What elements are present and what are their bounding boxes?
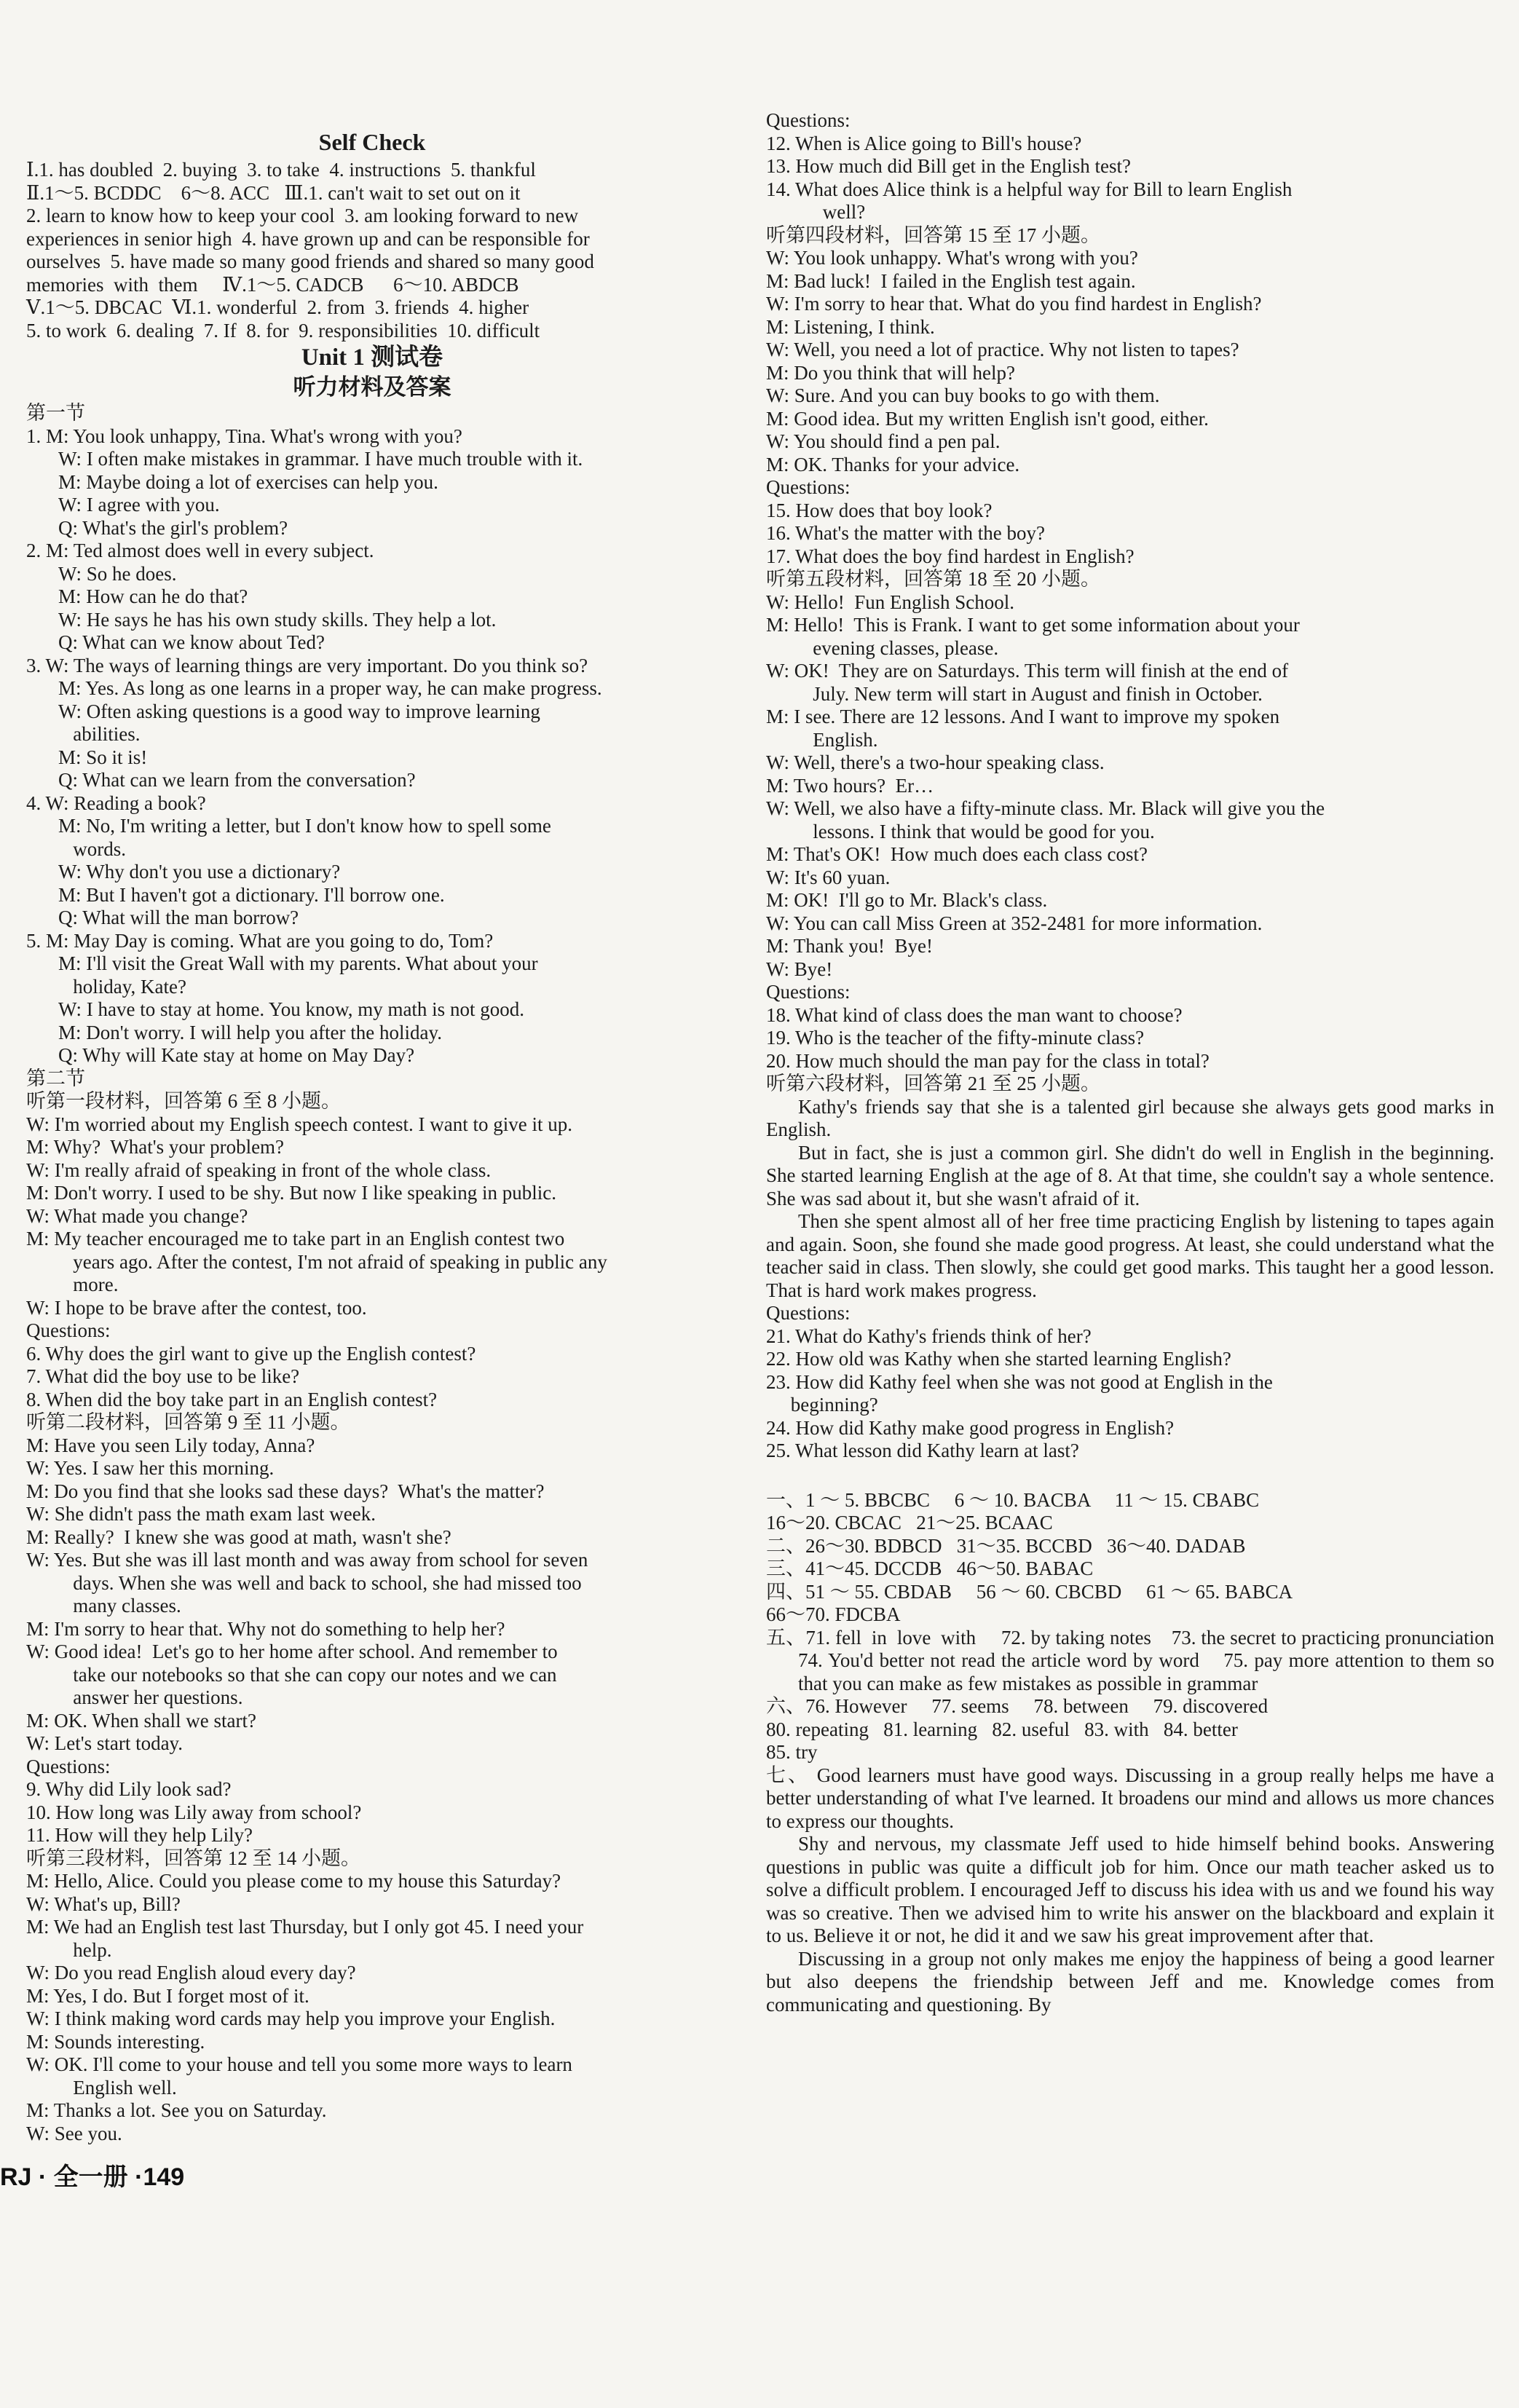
script-line: M: OK. Thanks for your advice. [766, 453, 1020, 475]
script-line: 第二节 [26, 1067, 85, 1089]
script-line: W: I'm worried about my English speech contest. I want to give it up. [26, 1113, 572, 1135]
left-column [26, 125, 718, 2145]
script-line: answer her questions. [58, 1686, 243, 1708]
script-line: 10. How long was Lily away from school? [26, 1801, 362, 1823]
script-line: M: But I haven't got a dictionary. I'll borrow one. [58, 883, 445, 906]
script-line: W: So he does. [58, 562, 177, 585]
sample-essay [766, 1764, 1499, 2017]
script-line: W: Yes. But she was ill last month and was away from school for seven [26, 1549, 588, 1571]
question-line: 22. How old was Kathy when she started learning English? [766, 1348, 1231, 1370]
script-line: M: Bad luck! I failed in the English test again. [766, 269, 1136, 292]
script-line: W: What made you change? [26, 1204, 248, 1227]
essay-paragraph: 七、 Good learners must have good ways. Discussing in a group really helps me have a better understanding of what I've learned. It broadens our mind and allows us more chances to express our thoughts. [766, 1764, 1499, 1832]
passage-paragraph: Kathy's friends say that she is a talented girl because she always gets good marks in English. [766, 1095, 1494, 1140]
answer-line: 85. try [766, 1741, 818, 1763]
script-line: 4. W: Reading a book? [26, 792, 206, 814]
script-line: W: I agree with you. [58, 494, 220, 516]
script-line: 听第四段材料，回答第 15 至 17 小题。 [766, 224, 1100, 246]
script-line: M: Do you think that will help? [766, 361, 1015, 384]
script-line: 15. How does that boy look? [766, 499, 993, 521]
script-line: W: Bye! [766, 958, 833, 980]
answer-line: 16～20. CBCAC 21～25. BCAAC [766, 1512, 1053, 1533]
self-check-line: Ⅱ.1～5. BCDDC 6～8. ACC Ⅲ.1. can't wait to set out on it [26, 181, 521, 204]
script-line: W: Yes. I saw her this morning. [26, 1457, 275, 1479]
script-line: W: What's up, Bill? [26, 1892, 181, 1915]
script-line: W: Do you read English aloud every day? [26, 1962, 356, 1983]
script-line: M: OK! I'll go to Mr. Black's class. [766, 889, 1048, 911]
script-line: 13. How much did Bill get in the English test? [766, 155, 1131, 177]
script-line: M: I see. There are 12 lessons. And I want to improve my spoken [766, 706, 1280, 727]
script-line: days. When she was well and back to school, she had missed too [58, 1571, 582, 1594]
script-line: M: That's OK! How much does each class cost? [766, 843, 1148, 865]
script-line: W: Sure. And you can buy books to go with them. [766, 384, 1160, 406]
script-line: holiday, Kate? [58, 975, 186, 998]
script-line: W: OK! They are on Saturdays. This term will finish at the end of [766, 660, 1289, 682]
self-check-line: experiences in senior high 4. have grown up and can be responsible for [26, 227, 590, 250]
script-line: M: How can he do that? [58, 585, 248, 607]
script-line: W: I think making word cards may help you improve your English. [26, 2008, 556, 2029]
answer-line: 二、26～30. BDBCD 31～35. BCCBD 36～40. DADAB [766, 1534, 1246, 1557]
self-check-answers [26, 159, 718, 342]
self-check-line: 2. learn to know how to keep your cool 3. am looking forward to new [26, 205, 579, 226]
script-line: W: You should find a pen pal. [766, 430, 1001, 452]
script-line: W: I have to stay at home. You know, my math is not good. [58, 998, 524, 1020]
script-line: W: You can call Miss Green at 352-2481 for more information. [766, 912, 1263, 934]
script-line: 1. M: You look unhappy, Tina. What's wrong with you? [26, 425, 462, 447]
script-line: 3. W: The ways of learning things are very important. Do you think so? [26, 654, 588, 676]
script-line: English. [798, 728, 878, 751]
script-line: W: Good idea! Let's go to her home after school. And remember to [26, 1641, 558, 1662]
script-line: 听第一段材料，回答第 6 至 8 小题。 [26, 1090, 341, 1112]
script-line: Questions: [26, 1755, 111, 1777]
passage-paragraph: Then she spent almost all of her free time practicing English by listening to tapes again and again. Soon, she found she made good progress. At least, she could understand what the teacher said in class. Then slowly, she could get good marks. This taught her a good lesson. That is hard work makes progress. [766, 1210, 1494, 1301]
spacer [766, 1463, 1494, 1489]
script-line: Q: What's the girl's problem? [58, 516, 288, 539]
script-line: W: I often make mistakes in grammar. I have much trouble with it. [58, 448, 583, 470]
script-line: 7. What did the boy use to be like? [26, 1365, 300, 1387]
script-line: 2. M: Ted almost does well in every subject. [26, 540, 374, 561]
answer-line: 四、51 ～ 55. CBDAB 56 ～ 60. CBCBD 61 ～ 65. BABCA [766, 1580, 1293, 1603]
script-line: W: She didn't pass the math exam last week. [26, 1503, 376, 1525]
script-line: 听第五段材料，回答第 18 至 20 小题。 [766, 568, 1100, 590]
unit-subtitle: 听力材料及答案 [293, 374, 451, 400]
self-check-line: memories with them Ⅳ.1～5. CADCB 6～10. ABDCB [26, 273, 519, 296]
script-line: 听第三段材料，回答第 12 至 14 小题。 [26, 1847, 360, 1869]
script-line: M: Sounds interesting. [26, 2030, 205, 2053]
listening-script-left [26, 402, 718, 2145]
script-line: 17. What does the boy find hardest in English? [766, 545, 1135, 567]
script-line: M: OK. When shall we start? [26, 1709, 256, 1732]
answer-line: 一、1 ～ 5. BBCBC 6 ～ 10. BACBA 11 ～ 15. CBABC [766, 1488, 1260, 1511]
script-line: W: Why don't you use a dictionary? [58, 861, 341, 883]
script-line: W: OK. I'll come to your house and tell you some more ways to learn [26, 2053, 572, 2075]
script-line: W: I hope to be brave after the contest, too. [26, 1296, 367, 1319]
script-line: W: I'm sorry to hear that. What do you find hardest in English? [766, 293, 1262, 315]
script-line: W: Let's start today. [26, 1732, 184, 1754]
script-line: M: No, I'm writing a letter, but I don't know how to spell some [58, 815, 551, 837]
answer-line: 66～70. FDCBA [766, 1603, 901, 1625]
script-line: evening classes, please. [798, 636, 999, 659]
passage-paragraph: But in fact, she is just a common girl. She didn't do well in English in the beginning. She started learning English at the age of 8. At that time, she couldn't say a whole sentence. She was sad about it, but she wasn't afraid of it. [766, 1141, 1494, 1209]
passage [766, 1096, 1494, 1303]
script-line: M: Thank you! Bye! [766, 935, 933, 957]
script-line: 12. When is Alice going to Bill's house? [766, 132, 1082, 154]
script-line: Q: What will the man borrow? [58, 907, 299, 928]
question-line: 25. What lesson did Kathy learn at last? [766, 1440, 1079, 1461]
question-line: Questions: [766, 1302, 851, 1324]
script-line: 9. Why did Lily look sad? [26, 1778, 232, 1800]
script-line: W: Well, there's a two-hour speaking class. [766, 751, 1105, 773]
script-line: 14. What does Alice think is a helpful way for Bill to learn English [766, 178, 1293, 200]
right-column [766, 109, 1514, 2016]
script-line: Questions: [26, 1319, 111, 1341]
script-line: English well. [58, 2076, 177, 2099]
script-line: W: He says he has his own study skills. They help a lot. [58, 608, 497, 631]
question-line: 24. How did Kathy make good progress in English? [766, 1416, 1175, 1439]
script-line: M: I'll visit the Great Wall with my parents. What about your [58, 952, 538, 974]
answer-key [766, 1488, 1514, 1764]
self-check-line: 5. to work 6. dealing 7. If 8. for 9. responsibilities 10. difficult [26, 319, 540, 342]
script-line: W: It's 60 yuan. [766, 866, 891, 888]
unit-title: Unit 1 测试卷 [301, 344, 443, 371]
script-line: 第一节 [26, 402, 85, 424]
script-line: M: Hello! This is Frank. I want to get some information about your [766, 614, 1300, 636]
essay-paragraph: Shy and nervous, my classmate Jeff used to hide himself behind books. Answering questions in public was quite a difficult job for him. Once our math teacher asked us to solve a difficult problem. I encouraged Jeff to discuss his idea with us and we found his way was so creative. Then we advised him to write his answer on the blackboard and explain it to us. Believe it or not, he did it and we saw his great improvement after that. [766, 1833, 1494, 1946]
script-line: W: Often asking questions is a good way to improve learning [58, 700, 540, 722]
question-line: 23. How did Kathy feel when she was not good at English in the [766, 1370, 1273, 1393]
script-line: Q: What can we know about Ted? [58, 631, 326, 653]
script-line: M: My teacher encouraged me to take part in an English contest two [26, 1228, 565, 1250]
essay-paragraph: Discussing in a group not only makes me enjoy the happiness of being a good learner but also deepens the friendship between Jeff and me. Knowledge comes from communicating and questioning. By [766, 1947, 1494, 2016]
script-line: lessons. I think that would be good for you. [798, 820, 1155, 842]
listening-script-right [766, 109, 1494, 1096]
script-line: help. [58, 1938, 112, 1961]
script-line: M: We had an English test last Thursday, but I only got 45. I need your [26, 1916, 584, 1938]
script-line: Questions: [766, 981, 851, 1003]
self-check-line: Ⅰ.1. has doubled 2. buying 3. to take 4. instructions 5. thankful [26, 159, 536, 181]
script-line: well? [798, 201, 866, 223]
script-line: Questions: [766, 476, 851, 498]
answer-line: 三、41～45. DCCDB 46～50. BABAC [766, 1558, 1094, 1579]
script-line: M: Yes. As long as one learns in a proper way, he can make progress. [58, 677, 602, 699]
page-footer: RJ · 全一册 ·149 [0, 2163, 185, 2191]
script-line: M: Don't worry. I will help you after the holiday. [58, 1021, 443, 1043]
script-line: 听第二段材料，回答第 9 至 11 小题。 [26, 1411, 350, 1433]
script-line: M: Maybe doing a lot of exercises can help you. [58, 470, 438, 493]
script-line: M: Why? What's your problem? [26, 1136, 285, 1158]
script-line: Q: What can we learn from the conversation? [58, 769, 416, 791]
script-line: M: Good idea. But my written English isn't good, either. [766, 407, 1209, 430]
question-line: beginning? [766, 1394, 878, 1416]
answer-line: 80. repeating 81. learning 82. useful 83. with 84. better [766, 1718, 1238, 1740]
script-line: words. [58, 837, 126, 860]
script-line: M: Listening, I think. [766, 315, 935, 338]
script-line: 19. Who is the teacher of the fifty-minute class? [766, 1027, 1145, 1049]
script-line: years ago. After the contest, I'm not afraid of speaking in public any [58, 1250, 607, 1273]
script-line: M: Hello, Alice. Could you please come to my house this Saturday? [26, 1870, 561, 1892]
script-line: 5. M: May Day is coming. What are you going to do, Tom? [26, 929, 494, 952]
self-check-title: Self Check [318, 129, 426, 155]
script-line: W: Hello! Fun English School. [766, 591, 1014, 613]
script-line: 11. How will they help Lily? [26, 1824, 253, 1846]
script-line: Questions: [766, 109, 851, 131]
script-line: July. New term will start in August and finish in October. [798, 682, 1263, 705]
script-line: more. [58, 1274, 119, 1295]
script-line: 16. What's the matter with the boy? [766, 522, 1046, 544]
script-line: M: Have you seen Lily today, Anna? [26, 1434, 315, 1456]
self-check-line: Ⅴ.1～5. DBCAC Ⅵ.1. wonderful 2. from 3. friends 4. higher [26, 296, 529, 318]
script-line: 20. How much should the man pay for the class in total? [766, 1049, 1210, 1072]
script-line: M: Two hours? Er… [766, 774, 934, 797]
script-line: M: Do you find that she looks sad these days? What's the matter? [26, 1480, 545, 1502]
script-line: M: I'm sorry to hear that. Why not do something to help her? [26, 1617, 505, 1640]
script-line: abilities. [58, 723, 141, 745]
script-line: 听第六段材料，回答第 21 至 25 小题。 [766, 1073, 1100, 1094]
answer-line: 六、76. However 77. seems 78. between 79. discovered [766, 1695, 1269, 1717]
script-line: M: Don't worry. I used to be shy. But now I like speaking in public. [26, 1182, 557, 1204]
answer-line: 五、71. fell in love with 72. by taking notes 73. the secret to practicing pronunciation 74. You'd better not read the article word by word 75. pay more attention to them so that you can make as few mistakes as possible in grammar [766, 1626, 1514, 1694]
script-line: M: Yes, I do. But I forget most of it. [26, 1984, 309, 2007]
script-line: W: I'm really afraid of speaking in front of the whole class. [26, 1158, 492, 1181]
script-line: many classes. [58, 1595, 181, 1616]
script-line: M: So it is! [58, 746, 148, 768]
script-line: W: Well, you need a lot of practice. Why not listen to tapes? [766, 339, 1239, 360]
script-line: M: Really? I knew she was good at math, wasn't she? [26, 1525, 451, 1548]
question-line: 21. What do Kathy's friends think of her? [766, 1325, 1092, 1347]
script-line: 18. What kind of class does the man want to choose? [766, 1003, 1183, 1026]
script-line: 6. Why does the girl want to give up the English contest? [26, 1342, 476, 1365]
script-line: W: Well, we also have a fifty-minute class. Mr. Black will give you the [766, 797, 1325, 819]
script-line: Q: Why will Kate stay at home on May Day? [58, 1044, 415, 1066]
script-line: take our notebooks so that she can copy our notes and we can [58, 1663, 557, 1686]
self-check-line: ourselves 5. have made so many good friends and shared so many good [26, 250, 594, 272]
script-line: 8. When did the boy take part in an English contest? [26, 1388, 438, 1410]
script-line: W: See you. [26, 2122, 122, 2144]
passage-questions [766, 1302, 1494, 1463]
script-line: W: You look unhappy. What's wrong with you? [766, 247, 1138, 269]
script-line: M: Thanks a lot. See you on Saturday. [26, 2099, 327, 2121]
